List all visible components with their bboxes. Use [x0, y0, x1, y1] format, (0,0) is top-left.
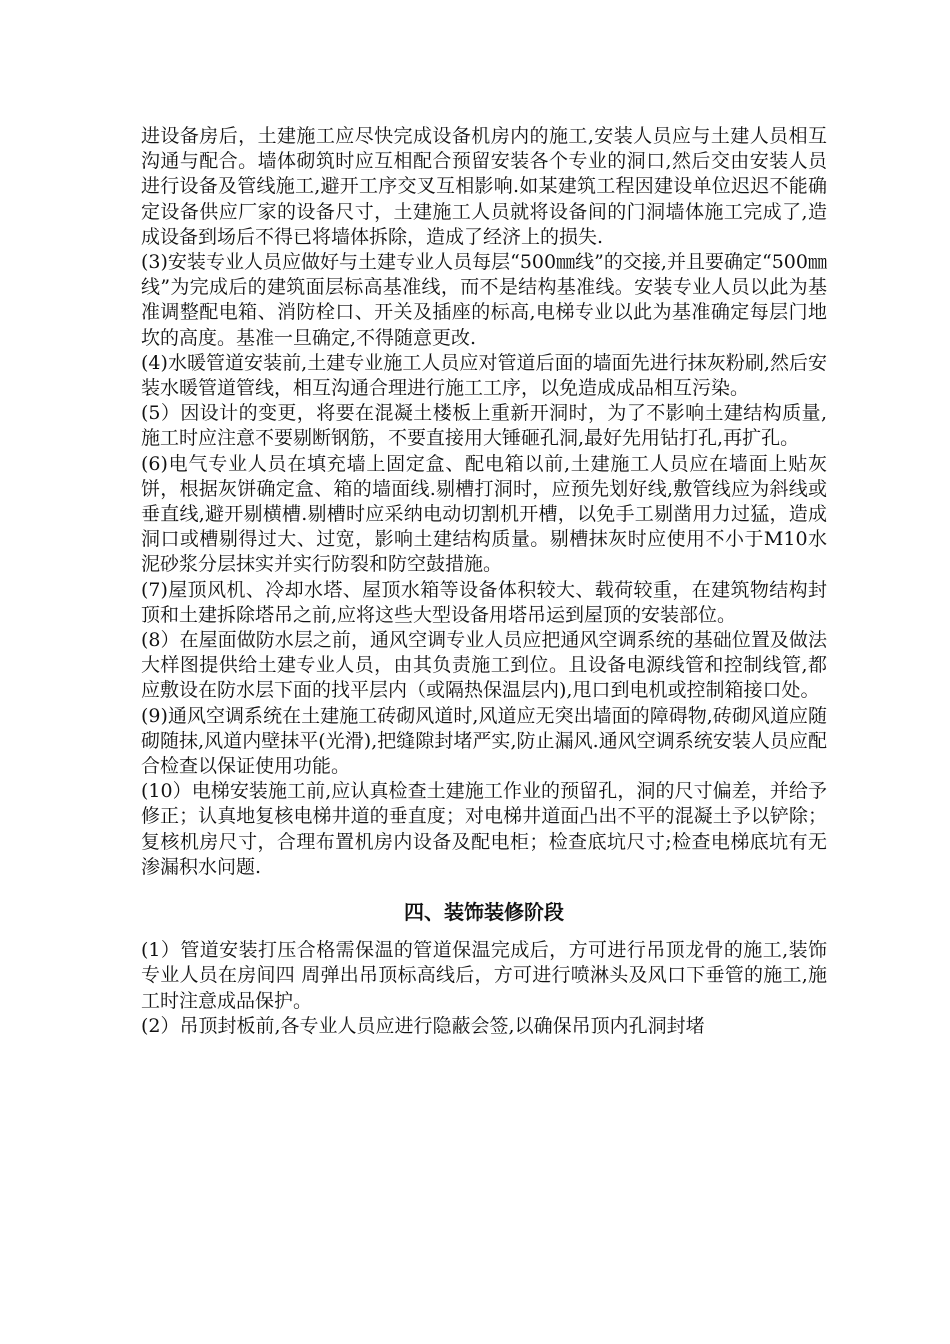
paragraph-item-10: (10）电梯安装施工前,应认真检查土建施工作业的预留孔，洞的尺寸偏差，并给予修正；认真地复核电梯井道的垂直度；对电梯井道面凸出不平的混凝土予以铲除；复核机房尺寸，合理布置机房内设备及配电柜；检查底坑尺寸;检查电梯底坑有无渗漏积水问题.: [141, 780, 827, 878]
paragraph-item-9: (9)通风空调系统在土建施工砖砌风道时,风道应无突出墙面的障碍物,砖砌风道应随砌随抹,风道内壁抹平(光滑),把缝隙封堵严实,防止漏风.通风空调系统安装人员应配合检查以保证使用功能。: [141, 704, 827, 778]
paragraph-item-7: (7)屋顶风机、冷却水塔、屋顶水箱等设备体积较大、载荷较重，在建筑物结构封顶和土建拆除塔吊之前,应将这些大型设备用塔吊运到屋顶的安装部位。: [141, 578, 827, 626]
document-page: [141, 124, 827, 1039]
paragraph-item-4: (4)水暖管道安装前,土建专业施工人员应对管道后面的墙面先进行抹灰粉刷,然后安装水暖管道管线，相互沟通合理进行施工工序，以免造成成品相互污染。: [141, 351, 827, 400]
paragraph-decoration-1: (1）管道安装打压合格需保温的管道保温完成后，方可进行吊顶龙骨的施工,装饰专业人员在房间四 周弹出吊顶标高线后，方可进行喷淋头及风口下垂管的施工,施工时注意成品保护。: [141, 939, 827, 1012]
paragraph-decoration-2: (2）吊顶封板前,各专业人员应进行隐蔽会签,以确保吊顶内孔洞封堵: [141, 1014, 705, 1037]
paragraph-equipment-room: 进设备房后，土建施工应尽快完成设备机房内的施工,安装人员应与土建人员相互沟通与配合。墙体砌筑时应互相配合预留安装各个专业的洞口,然后交由安装人员进行设备及管线施工,避开工序交叉互相影响.如某建筑工程因建设单位迟迟不能确定设备供应厂家的设备尺寸，土建施工人员就将设备间的门洞墙体施工完成了,造成设备到场后不得已将墙体拆除，造成了经济上的损失.: [141, 125, 827, 248]
section-heading: 四、装饰装修阶段: [404, 900, 564, 925]
paragraph-item-3: (3)安装专业人员应做好与土建专业人员每层“500㎜线”的交接,并且要确定“500㎜线”为完成后的建筑面层标高基准线，而不是结构基准线。安装专业人员以此为基准调整配电箱、消防栓口、开关及插座的标高,电梯专业以此为基准确定每层门地坎的高度。基准一旦确定,不得随意更改.: [141, 251, 827, 349]
paragraph-item-6: (6)电气专业人员在填充墙上固定盒、配电箱以前,土建施工人员应在墙面上贴灰饼，根据灰饼确定盒、箱的墙面线.剔槽打洞时，应预先划好线,敷管线应为斜线或垂直线,避开剔横槽.剔槽时应采纳电动切割机开槽，以免手工剔凿用力过猛，造成洞口或槽剔得过大、过宽，影响土建结构质量。剔槽抹灰时应使用不小于M10水泥砂浆分层抹实并实行防裂和防空鼓措施。: [141, 452, 827, 576]
paragraph-item-5: (5）因设计的变更，将要在混凝土楼板上重新开洞时，为了不影响土建结构质量,施工时应注意不要剔断钢筋，不要直接用大锤砸孔洞,最好先用钻打孔,再扩孔。: [141, 402, 827, 450]
paragraph-item-8: (8）在屋面做防水层之前，通风空调专业人员应把通风空调系统的基础位置及做法大样图提供给土建专业人员，由其负责施工到位。且设备电源线管和控制线管,都应敷设在防水层下面的找平层内（或隔热保温层内),甩口到电机或控制箱接口处。: [141, 629, 827, 702]
